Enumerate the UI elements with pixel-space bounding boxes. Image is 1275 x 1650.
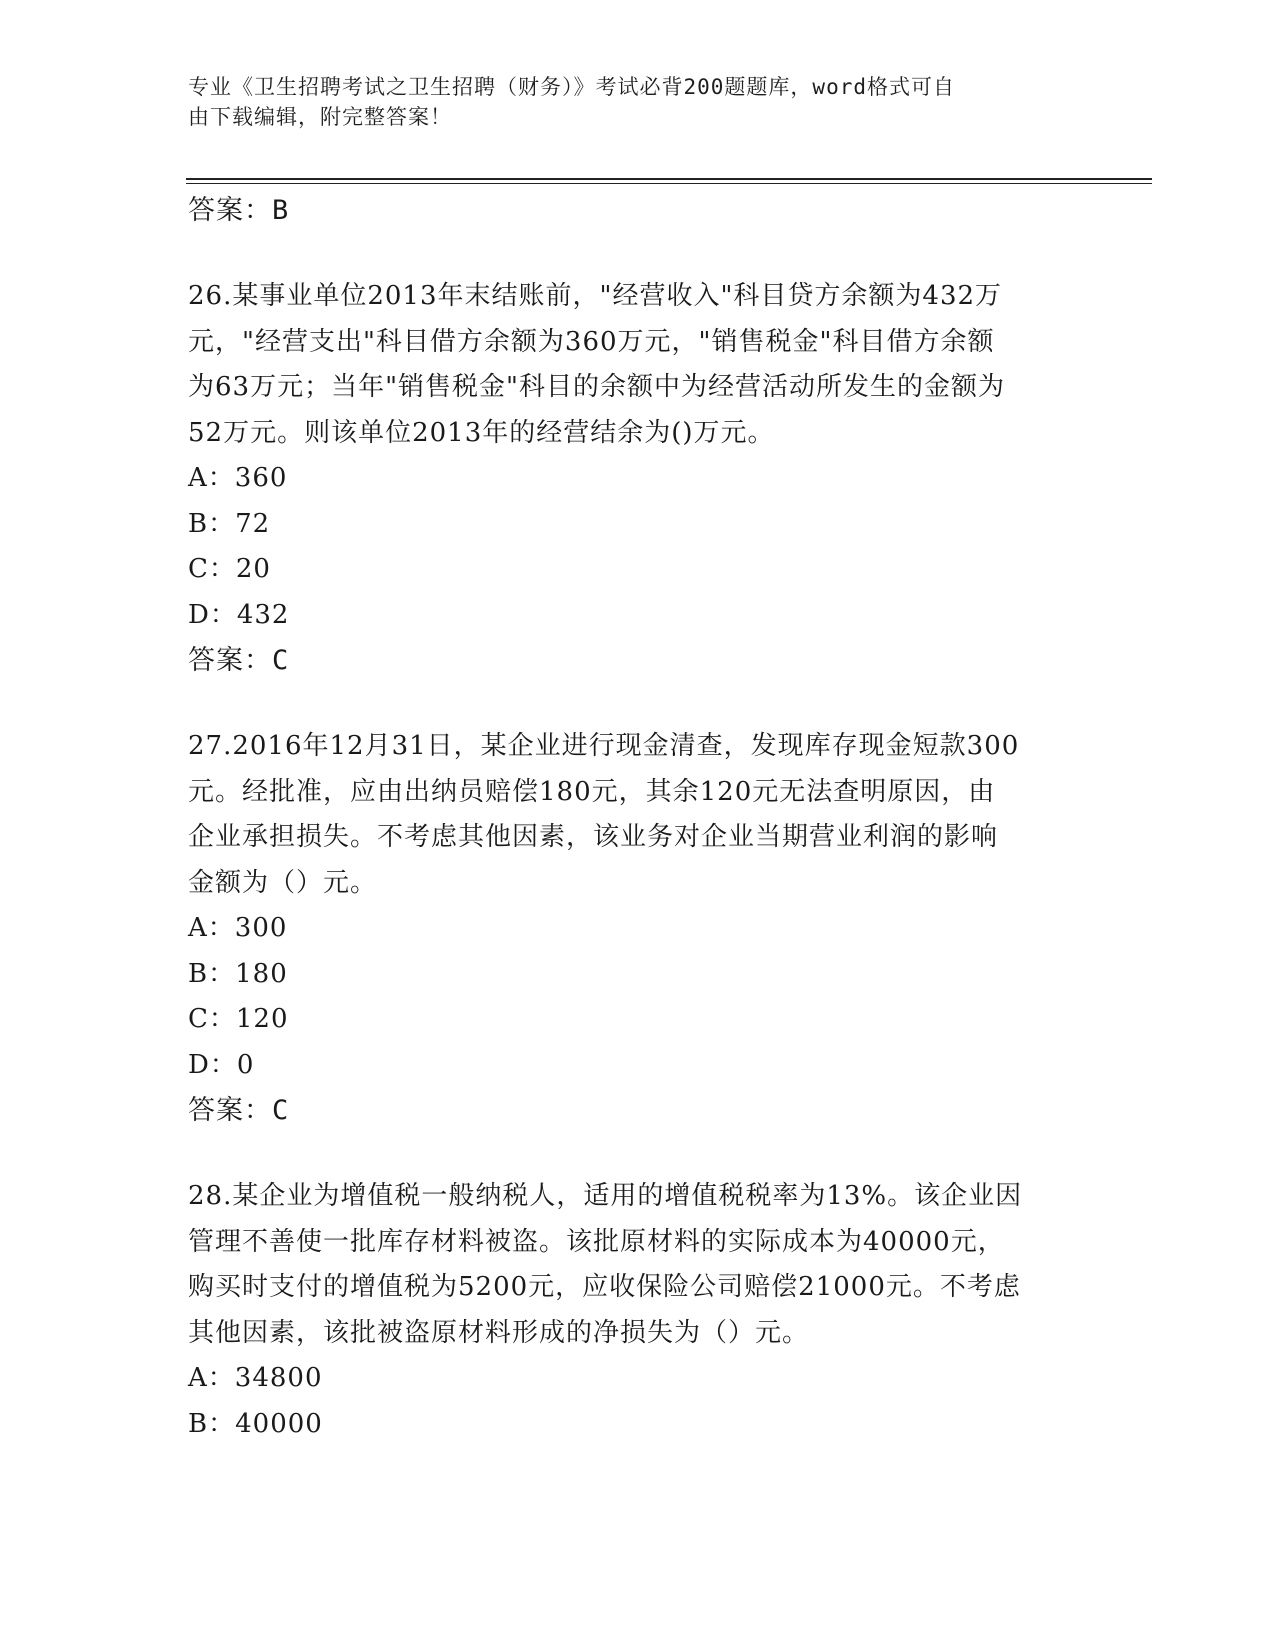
option-b: B：40000	[188, 1408, 323, 1439]
question-text-line: 元，"经营支出"科目借方余额为360万元，"销售税金"科目借方余额	[188, 326, 995, 357]
header-divider-thick	[186, 178, 1152, 180]
header-divider-thin	[186, 183, 1152, 184]
header-line-2: 由下载编辑，附完整答案！	[188, 105, 452, 129]
question-text-line: 28.某企业为增值税一般纳税人，适用的增值税税率为13%。该企业因	[188, 1181, 1023, 1211]
question-list	[188, 188, 1098, 1447]
question-text-line: 金额为（）元。	[188, 867, 378, 898]
answer-line: 答案：C	[188, 1095, 290, 1126]
spacer	[188, 1134, 1098, 1174]
question-text-line: 为63万元；当年"销售税金"科目的余额中为经营活动所发生的金额为	[188, 372, 1006, 402]
answer-line: 答案：C	[188, 645, 290, 676]
question-text-line: 元。经批准，应由出纳员赔偿180元，其余120元无法查明原因，由	[188, 776, 996, 807]
question-block-26	[188, 274, 1098, 684]
question-block-28	[188, 1174, 1098, 1447]
option-d: D：0	[188, 1049, 255, 1080]
option-b: B：180	[188, 958, 288, 989]
option-a: A：360	[188, 463, 288, 493]
spacer	[188, 234, 1098, 274]
question-text-line: 管理不善使一批库存材料被盗。该批原材料的实际成本为40000元，	[188, 1226, 1005, 1257]
option-c: C：20	[188, 554, 271, 584]
question-text-line: 52万元。则该单位2013年的经营结余为()万元。	[188, 417, 775, 448]
question-block-27	[188, 724, 1098, 1134]
question-text-line: 26.某事业单位2013年末结账前，"经营收入"科目贷方余额为432万	[188, 281, 1003, 311]
option-d: D：432	[188, 599, 290, 630]
header-line-1: 专业《卫生招聘考试之卫生招聘（财务）》考试必背200题题库，word格式可自	[188, 75, 955, 99]
option-b: B：72	[188, 508, 271, 539]
option-a: A：34800	[188, 1363, 323, 1393]
question-text-line: 企业承担损失。不考虑其他因素，该业务对企业当期营业利润的影响	[188, 822, 999, 852]
question-text-line: 其他因素，该批被盗原材料形成的净损失为（）元。	[188, 1317, 810, 1348]
question-text-line: 27.2016年12月31日，某企业进行现金清查，发现库存现金短款300	[188, 731, 1020, 761]
document-header	[188, 72, 1078, 132]
spacer	[188, 684, 1098, 724]
answer-line: 答案：B	[188, 195, 290, 226]
question-text-line: 购买时支付的增值税为5200元，应收保险公司赔偿21000元。不考虑	[188, 1272, 1021, 1302]
option-c: C：120	[188, 1004, 289, 1034]
option-a: A：300	[188, 913, 288, 943]
